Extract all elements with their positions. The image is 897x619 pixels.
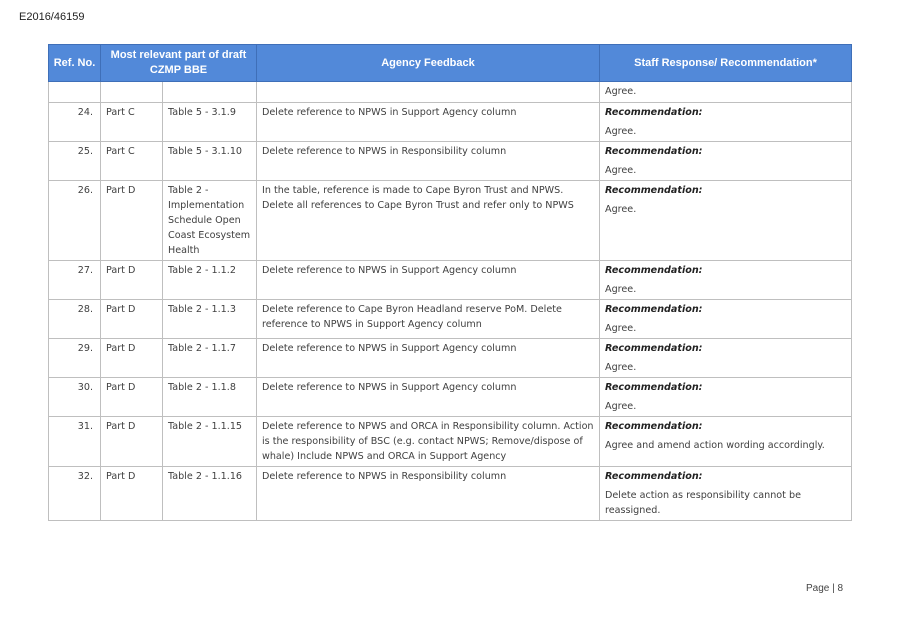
table-row [49, 142, 852, 181]
ref-no-header: Ref. No. [49, 45, 101, 82]
recommendation-label: Recommendation: [605, 265, 703, 276]
recommendation-label: Recommendation: [605, 471, 703, 482]
ref-cell: 31. [49, 417, 101, 467]
part-cell: Part D [101, 378, 163, 417]
response-cell [600, 142, 852, 181]
feedback-cell: Delete reference to NPWS in Support Agency column [257, 339, 600, 378]
table-header-row [49, 45, 852, 82]
part-cell: Part D [101, 181, 163, 261]
section-cell: Table 5 - 3.1.10 [163, 142, 257, 181]
part-cell: Part D [101, 300, 163, 339]
part-cell: Part D [101, 339, 163, 378]
table-row [49, 467, 852, 521]
table-row [49, 181, 852, 261]
response-cell [600, 339, 852, 378]
feedback-cell: Delete reference to Cape Byron Headland reserve PoM. Delete reference to NPWS in Support Agency column [257, 300, 600, 339]
recommendation-label: Recommendation: [605, 107, 703, 118]
feedback-cell: Delete reference to NPWS in Responsibility column [257, 142, 600, 181]
section-cell: Table 2 - 1.1.8 [163, 378, 257, 417]
feedback-cell: Delete reference to NPWS in Support Agency column [257, 103, 600, 142]
section-cell: Table 2 - 1.1.2 [163, 261, 257, 300]
feedback-cell: Delete reference to NPWS in Responsibility column [257, 467, 600, 521]
feedback-cell: Delete reference to NPWS in Support Agency column [257, 261, 600, 300]
section-cell: Table 2 - Implementation Schedule Open Coast Ecosystem Health [163, 181, 257, 261]
continuation-row [49, 82, 852, 103]
part-cell: Part C [101, 103, 163, 142]
recommendation-text: Delete action as responsibility cannot be reassigned. [605, 490, 801, 516]
recommendation-label: Recommendation: [605, 421, 703, 432]
section-cell: Table 5 - 3.1.9 [163, 103, 257, 142]
feedback-cell: Delete reference to NPWS in Support Agency column [257, 378, 600, 417]
ref-cell: 29. [49, 339, 101, 378]
section-cell: Table 2 - 1.1.15 [163, 417, 257, 467]
feedback-cell: In the table, reference is made to Cape Byron Trust and NPWS. Delete all references to Cape Byron Trust and refer only to NPWS [257, 181, 600, 261]
recommendation-text: Agree and amend action wording accordingly. [605, 440, 825, 451]
feedback-cell: Delete reference to NPWS and ORCA in Responsibility column. Action is the responsibility of BSC (e.g. contact NPWS; Remove/dispose of whale) Include NPWS and ORCA in Support Agency [257, 417, 600, 467]
recommendation-text: Agree. [605, 401, 637, 412]
table-row [49, 417, 852, 467]
ref-cell: 26. [49, 181, 101, 261]
recommendation-text: Agree. [605, 362, 637, 373]
part-cell: Part C [101, 142, 163, 181]
response-cell [600, 261, 852, 300]
ref-cell: 30. [49, 378, 101, 417]
table-row [49, 300, 852, 339]
recommendation-label: Recommendation: [605, 382, 703, 393]
ref-cell: 24. [49, 103, 101, 142]
section-cell: Table 2 - 1.1.7 [163, 339, 257, 378]
response-cell [600, 103, 852, 142]
recommendation-label: Recommendation: [605, 304, 703, 315]
recommendation-label: Recommendation: [605, 343, 703, 354]
staff-response-header: Staff Response/ Recommendation* [600, 45, 852, 82]
recommendation-text: Agree. [605, 126, 637, 137]
page-number: Page | 8 [806, 583, 844, 594]
recommendation-label: Recommendation: [605, 146, 703, 157]
recommendation-label: Recommendation: [605, 185, 703, 196]
table-row [49, 339, 852, 378]
section-cell: Table 2 - 1.1.3 [163, 300, 257, 339]
ref-cell: 25. [49, 142, 101, 181]
continuation-response: Agree. [600, 82, 852, 103]
recommendation-text: Agree. [605, 165, 637, 176]
table-row [49, 261, 852, 300]
ref-cell: 27. [49, 261, 101, 300]
recommendation-text: Agree. [605, 323, 637, 334]
draft-part-header: Most relevant part of draft CZMP BBE [101, 45, 257, 82]
agency-feedback-table [48, 44, 852, 521]
document-id: E2016/46159 [19, 11, 85, 23]
part-cell: Part D [101, 417, 163, 467]
ref-cell: 32. [49, 467, 101, 521]
response-cell [600, 467, 852, 521]
table-row [49, 378, 852, 417]
response-cell [600, 300, 852, 339]
ref-cell: 28. [49, 300, 101, 339]
response-cell [600, 378, 852, 417]
recommendation-text: Agree. [605, 204, 637, 215]
part-cell: Part D [101, 467, 163, 521]
recommendation-text: Agree. [605, 284, 637, 295]
agency-feedback-header: Agency Feedback [257, 45, 600, 82]
response-cell [600, 417, 852, 467]
part-cell: Part D [101, 261, 163, 300]
table-row [49, 103, 852, 142]
response-cell [600, 181, 852, 261]
section-cell: Table 2 - 1.1.16 [163, 467, 257, 521]
